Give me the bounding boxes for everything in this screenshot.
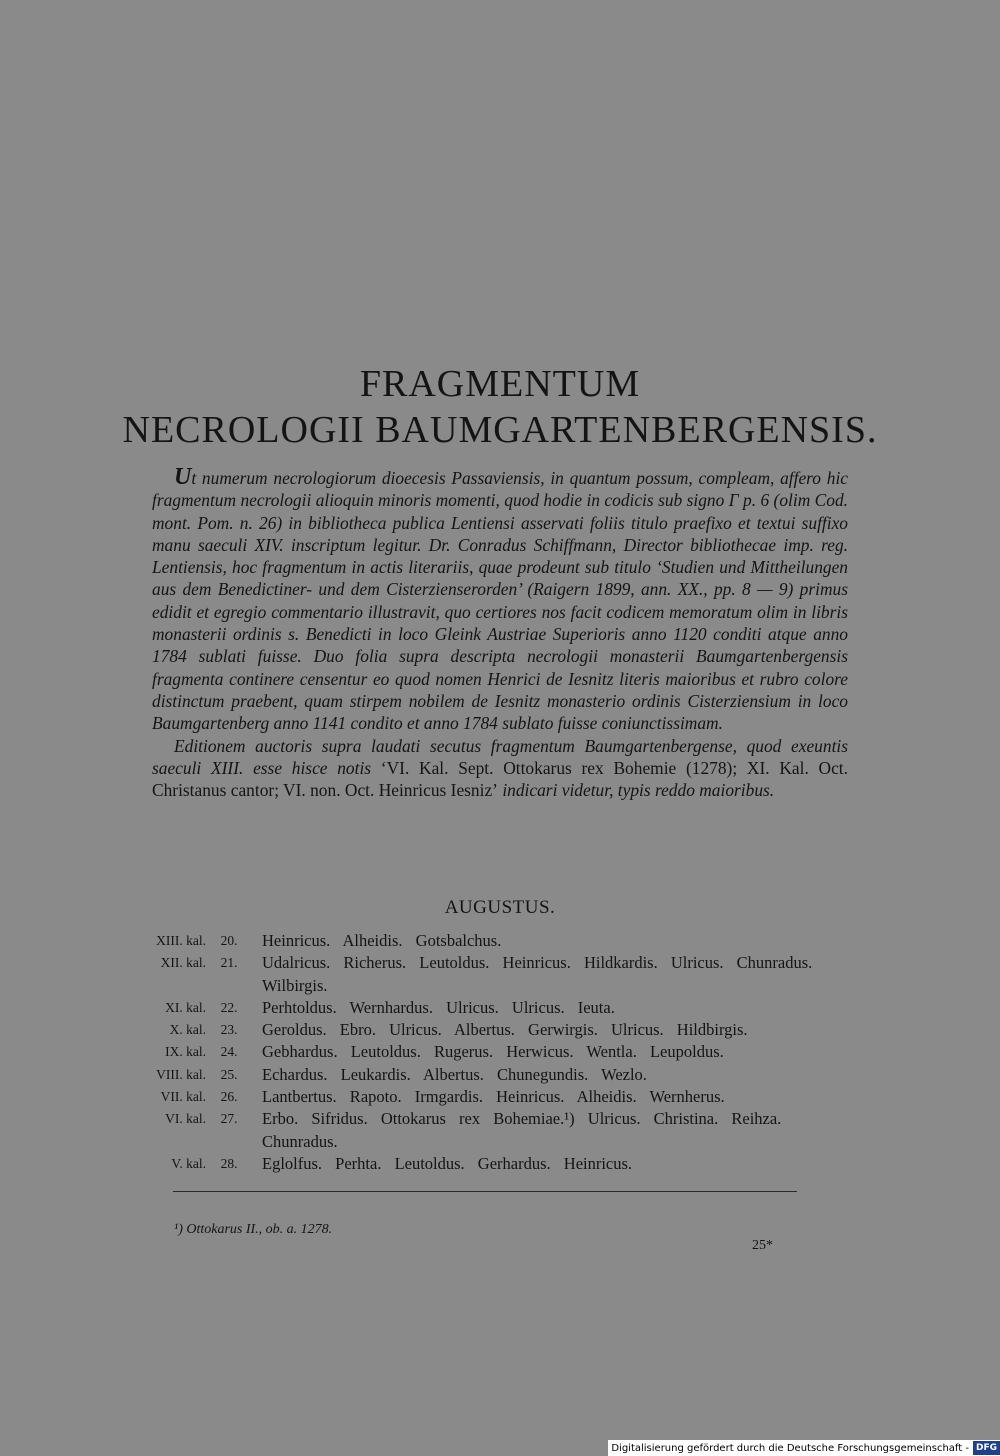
entry-row: [120, 952, 860, 997]
footnote: [174, 1222, 332, 1238]
entry-kalend: V. kal.: [171, 1155, 206, 1171]
intro-paragraph-1: [152, 466, 848, 735]
entry-kalend: XIII. kal.: [156, 933, 206, 948]
intro-paragraph-2-text-b: indicari videtur, typis reddo maioribus.: [502, 780, 775, 801]
entry-kalend: VIII. kal.: [156, 1066, 206, 1082]
entry-names: Erbo. Sifridus. Ottokarus rex Bohemiae.¹) Ulricus. Christina. Reihza. Chunradus.: [262, 1109, 782, 1151]
entry-day: 24.: [220, 1044, 238, 1060]
entry-row: [120, 1153, 860, 1175]
funding-credit: [608, 1440, 1000, 1456]
credit-text: Digitalisierung gefördert durch die Deutsche Forschungsgemeinschaft -: [611, 1442, 969, 1454]
footnote-divider: [173, 1191, 797, 1192]
entry-day: 26.: [220, 1089, 238, 1105]
entry-names: Echardus. Leukardis. Albertus. Chunegundis. Wezlo.: [262, 1064, 647, 1084]
entry-row: [120, 1108, 860, 1153]
entry-row: [120, 1086, 860, 1108]
entry-day: 28.: [220, 1155, 238, 1171]
intro-paragraph-2-text-a: Editionem auctoris supra laudati secutus fragmentum Baumgartenbergense, quod exeuntis saeculi XIII. esse hisce notis: [152, 735, 848, 778]
entry-day: 20.: [220, 933, 238, 948]
entry-names: Lantbertus. Rapoto. Irmgardis. Heinricus. Alheidis. Wernherus.: [262, 1087, 725, 1107]
title-line-2: NECROLOGII BAUMGARTENBERGENSIS.: [122, 409, 878, 451]
entry-names: Geroldus. Ebro. Ulricus. Albertus. Gerwirgis. Ulricus. Hildbirgis.: [262, 1020, 748, 1040]
entry-kalend: IX. kal.: [165, 1044, 206, 1060]
footnote-text: Ottokarus II., ob. a. 1278.: [186, 1222, 333, 1237]
entry-names: Eglolfus. Perhta. Leutoldus. Gerhardus. Heinricus.: [262, 1153, 633, 1173]
entry-day: 27.: [220, 1111, 238, 1127]
entry-row: [120, 1019, 860, 1041]
entry-kalend: XI. kal.: [165, 999, 206, 1015]
entry-row: [120, 930, 860, 952]
title-line-1: FRAGMENTUM: [359, 363, 641, 405]
intro-text: [152, 466, 848, 801]
entry-kalend: XII. kal.: [160, 955, 206, 971]
entry-day: 21.: [220, 955, 238, 971]
footnote-mark: ¹): [174, 1222, 183, 1237]
intro-paragraph-1-text: t numerum necrologiorum dioecesis Passaviensis, in quantum possum, compleam, affero hic fragmentum necrologii alioquin minoris momenti, quod hodie in codicis sub signo Γ p. 6 (olim Cod. mont. Pom. n. 26) in bibliotheca publica Lentiensi asservati foliis titulo praefixo et textui suffixo manu saeculi XIV. inscriptum legitur. Dr. Conradus Schiffmann, Director bibliothecae imp. reg. Lentiensis, hoc fragmentum in actis literariis, quae prodeunt sub titulo ‘Studien und Mittheilungen aus dem Benedictiner- und dem Cisterzienserorden’ (Raigern 1899, ann. XX., pp. 8 — 9) primus edidit et egregio commentario illustravit, quo certiores nos facit codicem memoratum olim in libris monasterii ordinis s. Benedicti in loco Gleink Austriae Superioris anno 1120 conditi atque anno 1784 sublati fuisse. Duo folia supra descripta necrologii monasterii Baumgartenbergensis fragmenta continere censentur eo quod nomen Henrici de Iesnitz literis maioribus et rubro colore distinctum praebent, quam stirpem nobilem de Iesnitz monasterio ordinis Cisterziensium in loco Baumgartenberg anno 1141 condito et anno 1784 sublato fuisse coniunctissimam.: [152, 468, 848, 734]
dfg-logo: DFG: [973, 1441, 1000, 1455]
page-number: 25*: [752, 1238, 773, 1253]
entry-kalend: X. kal.: [169, 1022, 206, 1038]
entry-kalend: VII. kal.: [160, 1089, 206, 1105]
intro-paragraph-2: [152, 735, 848, 802]
entry-row: [120, 1064, 860, 1086]
entry-day: 25.: [220, 1066, 238, 1082]
entry-day: 23.: [220, 1022, 238, 1038]
intro-paragraph-2-quote: ‘VI. Kal. Sept. Ottokarus rex Bohemie (1278); XI. Kal. Oct. Christanus cantor; VI. non. Oct. Heinricus Iesniz’: [152, 757, 848, 801]
entry-names: Perhtoldus. Wernhardus. Ulricus. Ulricus. Ieuta.: [262, 997, 615, 1017]
necrology-entries: [120, 930, 860, 1175]
entry-names: Udalricus. Richerus. Leutoldus. Heinricus. Hildkardis. Ulricus. Chunradus. Wilbirgis.: [262, 953, 813, 995]
entry-names: Heinricus. Alheidis. Gotsbalchus.: [262, 931, 502, 950]
entry-row: [120, 1041, 860, 1063]
drop-cap: U: [174, 464, 192, 490]
entry-kalend: VI. kal.: [165, 1111, 206, 1127]
month-heading: AUGUSTUS.: [444, 897, 556, 918]
entry-row: [120, 997, 860, 1019]
entry-names: Gebhardus. Leutoldus. Rugerus. Herwicus. Wentla. Leupoldus.: [262, 1042, 724, 1062]
entry-day: 22.: [220, 999, 238, 1015]
